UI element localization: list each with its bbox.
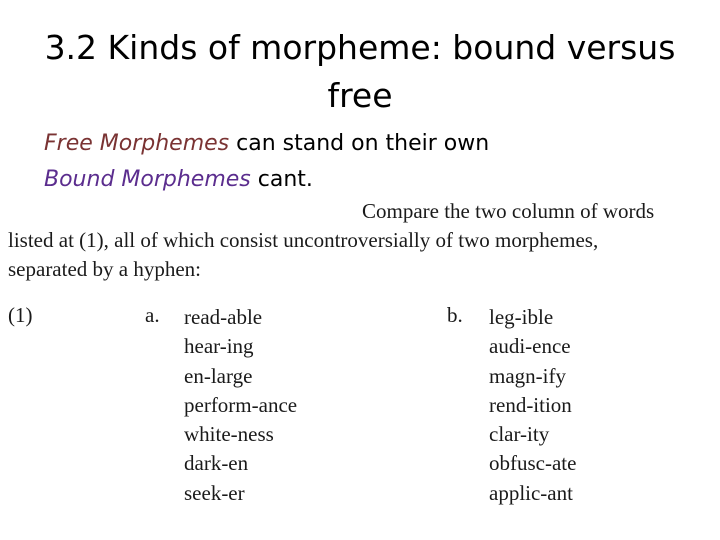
paragraph-line: separated by a hyphen: — [8, 257, 202, 281]
word-item: hear-ing — [184, 334, 254, 359]
word-item: white-ness — [184, 422, 274, 447]
free-morphemes-text: can stand on their own — [229, 131, 490, 156]
free-morpheme-definition — [44, 126, 489, 162]
word-item: perform-ance — [184, 392, 298, 417]
word-item: dark-en — [184, 451, 249, 476]
paragraph-line: Compare the two column of words — [362, 199, 655, 223]
column-b-word-list — [489, 303, 576, 508]
word-item: applic-ant — [489, 480, 573, 505]
bound-morpheme-definition — [44, 162, 489, 198]
word-item: seek-er — [184, 480, 245, 505]
paragraph-line: listed at (1), all of which consist uncontroversially of two morphemes, — [8, 228, 599, 252]
word-item: magn-ify — [489, 363, 566, 388]
word-item: obfusc-ate — [489, 451, 577, 476]
word-item: rend-ition — [489, 392, 572, 417]
definitions — [44, 126, 489, 198]
word-item: en-large — [184, 363, 253, 388]
free-morphemes-term: Free Morphemes — [44, 131, 230, 156]
word-item: clar-ity — [489, 422, 550, 447]
column-b-letter: b. — [447, 303, 463, 327]
word-item: audi-ence — [489, 334, 571, 359]
column-a-letter: a. — [145, 303, 160, 327]
bound-morphemes-term: Bound Morphemes — [44, 167, 251, 192]
column-a-word-list — [184, 303, 297, 508]
example-number: (1) — [8, 303, 33, 327]
word-item: leg-ible — [489, 305, 554, 329]
bound-morphemes-text: cant. — [250, 167, 313, 192]
slide-title: 3.2 Kinds of morpheme: bound versus free — [44, 28, 676, 115]
word-item: read-able — [184, 305, 263, 329]
